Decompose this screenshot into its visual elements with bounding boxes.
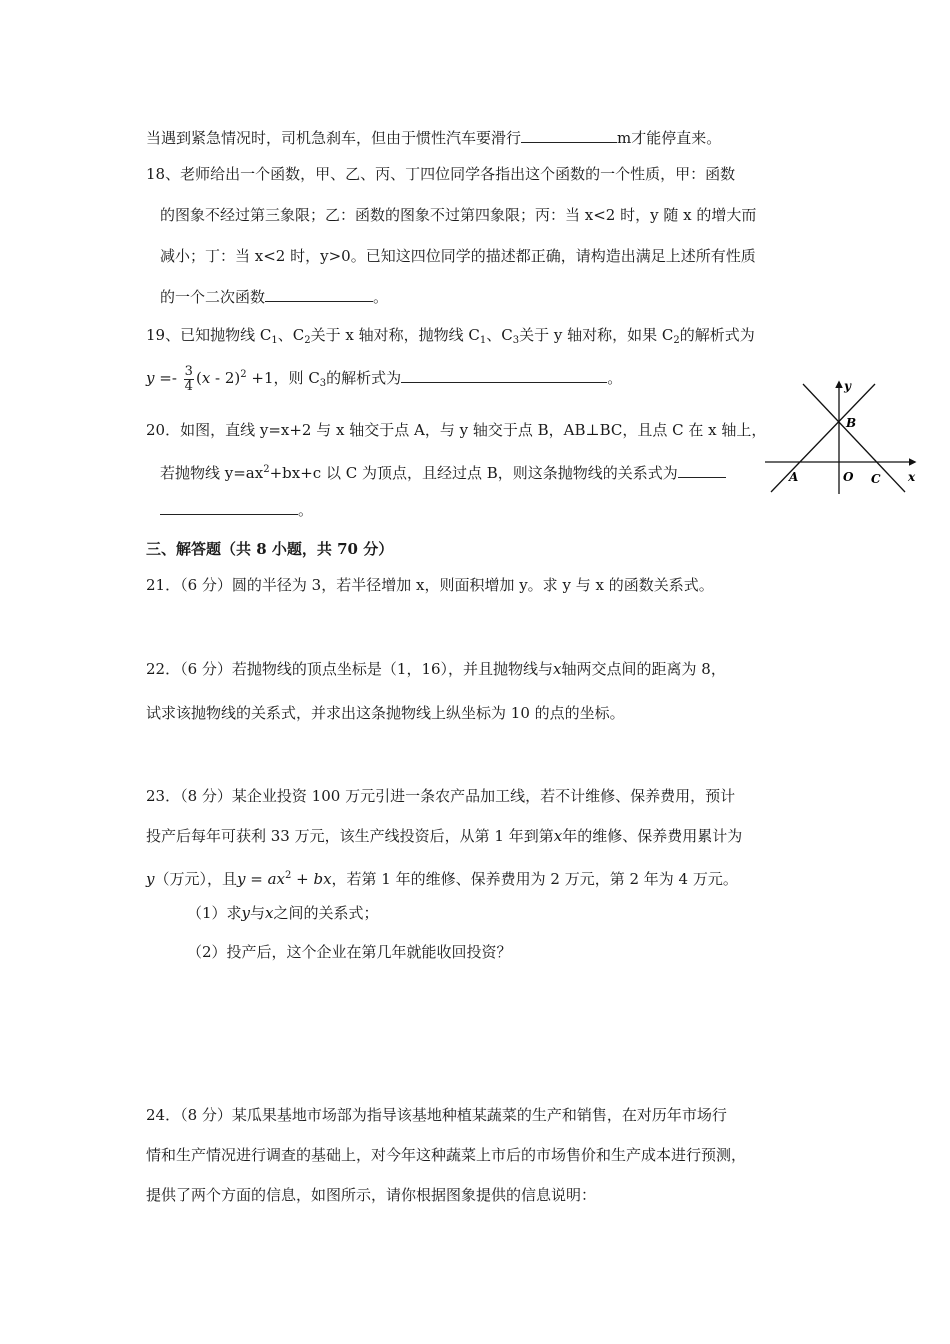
q20-answer-blank-1 <box>678 463 726 478</box>
q19-fraction-num: 3 <box>184 363 193 379</box>
q19-sub-6: 3 <box>319 378 327 389</box>
q18-line-1: 18、老师给出一个函数，甲、乙、丙、丁四位同学各指出这个函数的一个性质，甲：函数 <box>146 165 736 183</box>
q23-eq: y = ax <box>237 870 285 888</box>
q20-answer-blank-2 <box>160 500 298 515</box>
q22-x: x <box>553 660 562 678</box>
q18-line-4 <box>160 287 388 307</box>
q19-text-h: 的解析式为 <box>326 369 402 387</box>
q19-eq-plus1: +1 <box>246 369 274 387</box>
q19-eq-exp: 2 <box>240 369 247 380</box>
q20-line-1: 20．如图，直线 y=x+2 与 x 轴交于点 A，与 y 轴交于点 B，AB⊥BC，且点 C 在 x 轴上， <box>146 421 767 439</box>
q17-answer-blank <box>521 128 617 143</box>
section-3-title: 三、解答题（共 8 小题，共 70 分） <box>146 540 394 558</box>
q23-line-1: 23．（8 分）某企业投资 100 万元引进一条农产品加工线，若不计维修、保养费用，预计 <box>146 787 736 805</box>
q24-line-3: 提供了两个方面的信息，如图所示，请你根据图象提供的信息说明： <box>146 1186 597 1204</box>
q19-text-b: 、C <box>277 326 305 344</box>
q20-text-a: 若抛物线 y=ax <box>160 464 264 482</box>
q24-line-1: 24．（8 分）某瓜果基地市场部为指导该基地种植某蔬菜的生产和销售，在对历年市场行 <box>146 1106 727 1124</box>
q23-sub-1-a: （1）求 <box>187 904 242 922</box>
q23-text-b: 年的维修、保养费用累计为 <box>562 827 743 845</box>
q19-text-a: 19、已知抛物线 C <box>146 326 272 344</box>
q19-line-1 <box>146 325 755 351</box>
q22-line-2: 试求该抛物线的关系式，并求出这条抛物线上纵坐标为 10 的点的坐标。 <box>146 704 625 722</box>
q23-sub-1-b: 与 <box>250 904 266 922</box>
q23-line-3 <box>146 866 738 889</box>
q19-sub-5: 2 <box>673 335 680 346</box>
q20-line-3 <box>160 500 313 520</box>
y-axis-label: y <box>844 379 851 393</box>
q19-sub-4: 3 <box>512 335 520 346</box>
q23-sub-2: （2）投产后，这个企业在第几年就能收回投资？ <box>187 943 512 961</box>
point-a-label: A <box>789 470 799 484</box>
q20-line-2 <box>160 460 726 483</box>
q22-line-1 <box>146 659 726 679</box>
q19-end: 。 <box>607 369 623 387</box>
q19-text-f: 的解析式为 <box>679 326 755 344</box>
q19-fraction <box>184 365 194 394</box>
point-b-label: B <box>846 416 857 430</box>
q20-figure <box>765 378 925 496</box>
line-ab <box>771 384 875 492</box>
q23-sub-1-c: 之间的关系式； <box>273 904 379 922</box>
q19-eq-minus2: - 2) <box>210 369 241 387</box>
q23-sub-1 <box>187 903 379 923</box>
x-axis-label: x <box>908 470 916 484</box>
q19-paren: ( <box>195 369 202 387</box>
origin-label: O <box>843 470 854 484</box>
q23-sub-1-y: y <box>241 904 251 922</box>
q19-text-c: 关于 x 轴对称，抛物线 C <box>310 326 480 344</box>
q22-text-b: 轴两交点间的距离为 8， <box>561 660 726 678</box>
q19-sub-1: 1 <box>271 335 278 346</box>
q18-line-4-text: 的一个二次函数 <box>160 288 266 306</box>
q20-text-b: +bx+c 以 C 为顶点，且经过点 B，则这条抛物线的关系式为 <box>269 464 678 482</box>
q19-sub-2: 2 <box>304 335 311 346</box>
q23-text-a: 投产后每年可获利 33 万元，该生产线投资后，从第 1 年到第 <box>146 827 554 845</box>
q23-eq-sup: 2 <box>284 870 292 881</box>
q23-line-2 <box>146 826 742 846</box>
q18-line-4-end: 。 <box>373 288 389 306</box>
q21-text: 21．（6 分）圆的半径为 3，若半径增加 x，则面积增加 y。求 y 与 x 的函数关系式。 <box>146 576 714 594</box>
q23-eq-2: + bx <box>291 870 332 888</box>
line-bc <box>803 384 905 492</box>
q17-text-before: 当遇到紧急情况时，司机急刹车，但由于惯性汽车要滑行 <box>146 129 522 147</box>
q20-sup: 2 <box>263 464 270 475</box>
q24-line-2: 情和生产情况进行调查的基础上，对今年这种蔬菜上市后的市场售价和生产成本进行预测， <box>146 1146 747 1164</box>
q23-text-d: ，若第 1 年的维修、保养费用为 2 万元，第 2 年为 4 万元。 <box>331 870 738 888</box>
q17-text-after: m才能停直来。 <box>617 129 722 147</box>
q17-line <box>146 128 721 148</box>
q22-text-a: 22．（6 分）若抛物线的顶点坐标是（1，16），并且抛物线与 <box>146 660 554 678</box>
q19-text-g: ，则 C <box>273 369 320 387</box>
q19-text-d: 、C <box>486 326 513 344</box>
q19-fraction-den: 4 <box>184 378 193 394</box>
q19-eq-sign: =- <box>154 369 182 387</box>
q19-answer-blank <box>401 368 607 383</box>
q23-y: y <box>146 870 155 888</box>
q18-line-3: 减小；丁：当 x<2 时，y>0。已知这四位同学的描述都正确，请构造出满足上述所有性质 <box>160 247 756 265</box>
q20-end: 。 <box>298 501 314 519</box>
q23-x: x <box>553 827 563 845</box>
q19-sub-3: 1 <box>479 335 487 346</box>
q18-answer-blank <box>265 287 373 302</box>
q19-eq-y: y <box>146 369 155 387</box>
q19-eq-x: x <box>201 369 211 387</box>
q19-text-e: 关于 y 轴对称，如果 C <box>519 326 674 344</box>
q19-line-2 <box>146 360 622 399</box>
q23-sub-1-x: x <box>265 904 274 922</box>
q23-text-c: （万元），且 <box>154 870 237 888</box>
point-c-label: C <box>871 472 881 486</box>
q18-line-2: 的图象不经过第三象限；乙：函数的图象不过第四象限；丙：当 x<2 时，y 随 x 的增大而 <box>160 206 757 224</box>
